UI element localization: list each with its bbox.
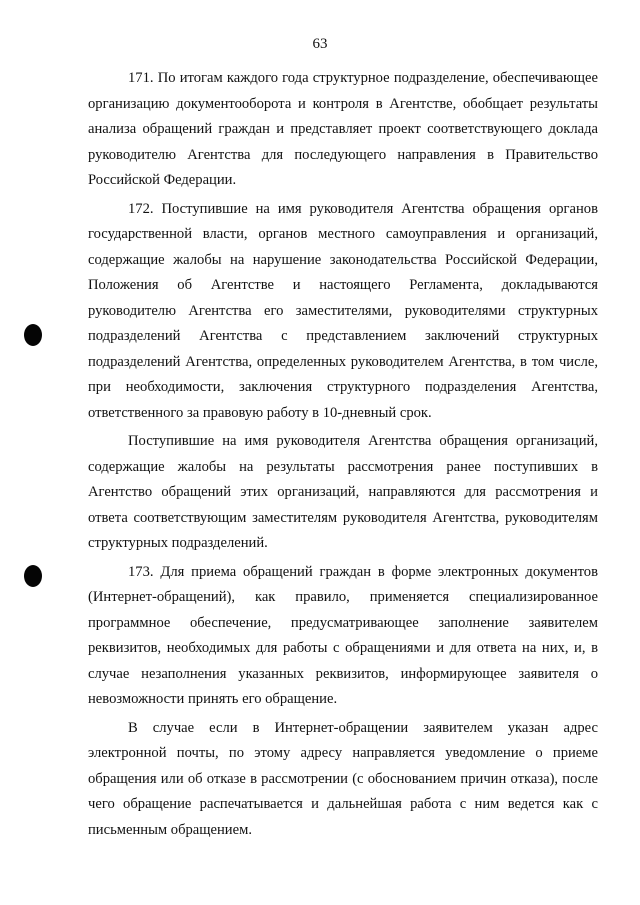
paragraph-172: 172. Поступившие на имя руководителя Агентства обращения органов государственной власти, органов местного самоуправления и организаций, содержащие жалобы на нарушение законодательства Российской Федерации, Положения об Агентстве и настоящего Регламента, докладываются руководителю Агентства его заместителями, руководителями структурных подразделений Агентства с представлением заключений структурных подразделений Агентства, определенных руководителем Агентства, в том числе, при необходимости, заключения структурного подразделения Агентства, ответственного за правовую работу в 10-дневный срок. — [88, 200, 598, 421]
body-text — [88, 66, 598, 846]
paragraph-173-continued: В случае если в Интернет-обращении заявителем указан адрес электронной почты, по этому адресу направляется уведомление о приеме обращения или об отказе в рассмотрении (с обоснованием причин отказа), после чего обращение распечатывается и дальнейшая работа с ним ведется как с письменным обращением. — [88, 719, 598, 838]
paragraph-171: 171. По итогам каждого года структурное подразделение, обеспечивающее организацию документооборота и контроля в Агентстве, обобщает результаты анализа обращений граждан и представляет проект соответствующего доклада руководителю Агентства для последующего направления в Правительство Российской Федерации. — [88, 70, 598, 188]
page-number: 63 — [312, 36, 328, 52]
punch-hole-upper — [24, 324, 42, 346]
paragraph-172-continued: Поступившие на имя руководителя Агентства обращения организаций, содержащие жалобы на результаты рассмотрения ранее поступивших в Агентство обращений этих организаций, направляются для рассмотрения и ответа соответствующим заместителям руководителя Агентства, руководителям структурных подразделений. — [88, 433, 598, 551]
paragraph-173: 173. Для приема обращений граждан в форме электронных документов (Интернет-обращений), как правило, применяется специализированное программное обеспечение, предусматривающее заполнение заявителем реквизитов, необходимых для работы с обращениями и для ответа на них, и, в случае незаполнения указанных реквизитов, информирующее заявителя о невозможности принять его обращение. — [88, 563, 598, 707]
punch-hole-lower — [24, 565, 42, 587]
